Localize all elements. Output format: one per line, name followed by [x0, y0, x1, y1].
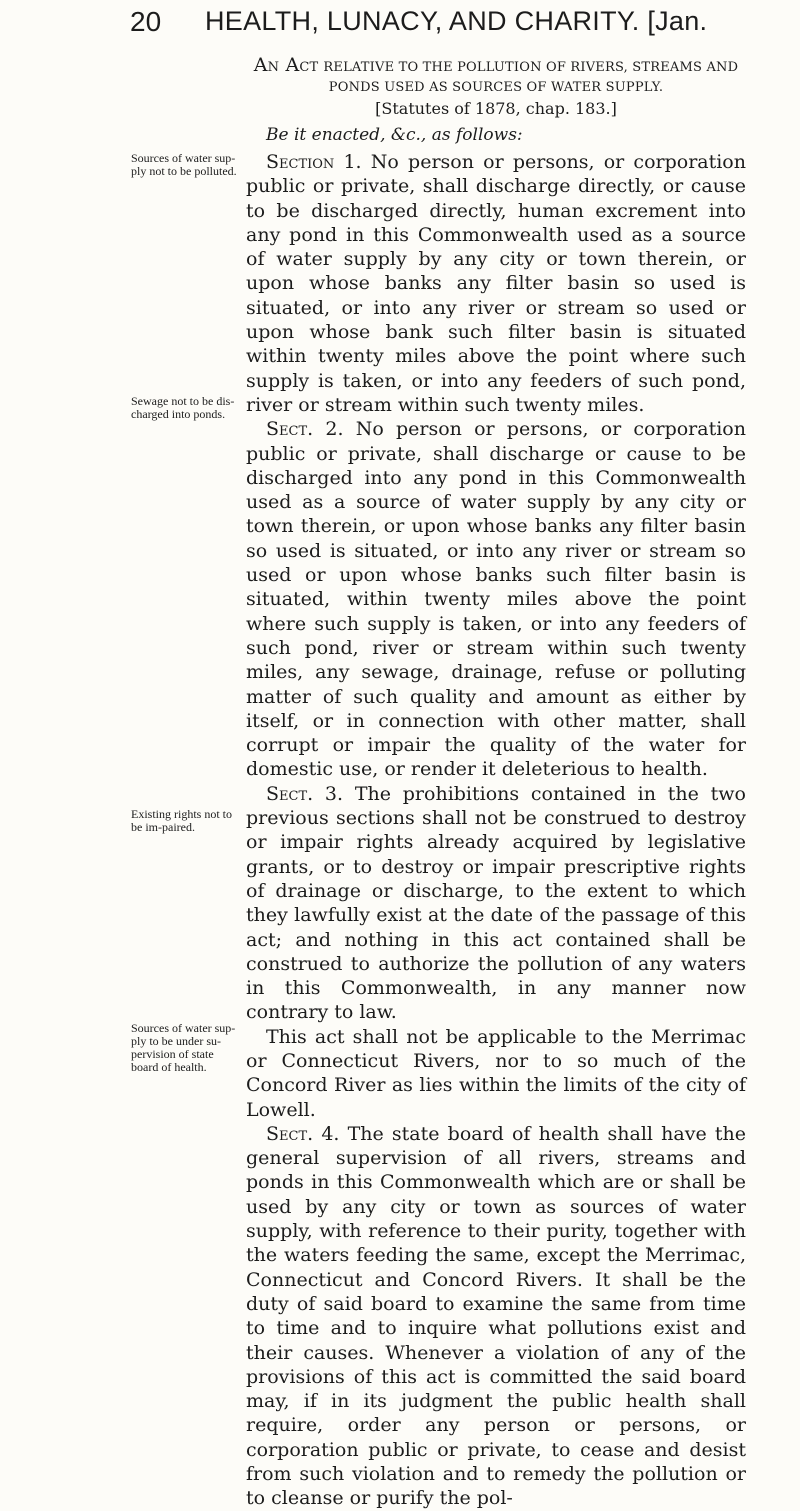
section-4-text: The state board of health shall have the general supervision of all rivers, streams and ponds in this Commonwealth which are or shall be used by any city or town as sources of water supply, with reference to their purity, together with the waters feeding the same, except the Merrimac, Connecticut and Concord Rivers. It shall be the duty of said board to examine the same from time to time and to inquire what pollutions exist and their causes. Whenever a violation of any of the provisions of this act is committed the said board may, if in its judgment the public health shall require, order any person or persons, or corporation public or private, to cease and desist from such violation and to remedy the pollution or to cleanse or purify the pol-: [246, 1122, 746, 1510]
section-4-heading: Sect. 4.: [266, 1122, 340, 1145]
section-4: [246, 1122, 746, 1511]
section-3-heading: Sect. 3.: [266, 782, 344, 805]
section-1: [246, 150, 746, 417]
margin-note-3: Existing rights not to be im-paired.: [131, 807, 233, 834]
section-1-text: No person or persons, or corporation public or private, shall discharge directly, or cause to be discharged directly, human excrement into any pond in this Commonwealth used as a source of water supply by any city or town therein, or upon whose banks any filter basin so used is situated, or into any river or stream so used or upon whose bank such filter basin is situated within twenty miles above the point where such supply is taken, or into any feeders of such pond, river or stream within such twenty miles.: [246, 151, 746, 416]
page-header: [0, 6, 800, 46]
margin-note-2: Sewage not to be dis-charged into ponds.: [131, 394, 235, 421]
act-title-lead: An Act: [253, 54, 319, 76]
section-1-heading: Section 1.: [266, 151, 362, 173]
act-body: [246, 150, 746, 1511]
section-3-text: The prohibitions contained in the two previous sections shall not be construed to destroy or impair rights already acquired by legislative grants, or to destroy or impair prescriptive rights of drainage or discharge, to the extent to which they lawfully exist at the date of the passage of this act; and nothing in this act contained shall be construed to authorize the pollution of any waters in this Commonwealth, in any manner now contrary to law.: [246, 782, 746, 1024]
enacting-clause: Be it enacted, &c., as follows:: [266, 125, 523, 145]
margin-note-1: Sources of water sup-ply not to be polluted.: [131, 151, 237, 178]
section-3-proviso: [246, 1025, 746, 1122]
section-2-text: No person or persons, or corporation public or private, shall discharge or cause to be discharged into any pond in this Commonwealth used as a source of water supply by any city or town therein, or upon whose banks any filter basin so used is situated, or into any river or stream so used or upon whose banks such filter basin is situated, within twenty miles above the point where such supply is taken, or into any feeders of such pond, river or stream within such twenty miles, any sewage, drainage, refuse or polluting matter of such quality and amount as either by itself, or in connection with other matter, shall corrupt or impair the quality of the water for domestic use, or render it deleterious to health.: [246, 418, 746, 781]
section-2-heading: Sect. 2.: [266, 418, 344, 441]
running-title: HEALTH, LUNACY, AND CHARITY. [Jan.: [205, 6, 708, 36]
act-title-rest: RELATIVE TO THE POLLUTION OF RIVERS, STREAMS AND PONDS USED AS SOURCES OF WATER SUPPLY.: [323, 60, 739, 95]
margin-note-4: Sources of water sup-ply to be under su-pervision of state board of health.: [131, 1021, 236, 1074]
section-3: [246, 782, 746, 1025]
page-number: 20: [130, 6, 162, 37]
section-2: [246, 417, 746, 781]
statute-citation: [Statutes of 1878, chap. 183.]: [375, 99, 617, 118]
section-3-proviso-text: This act shall not be applicable to the Merrimac or Connecticut Rivers, nor to so much of the Concord River as lies within the limits of the city of Lowell.: [246, 1025, 746, 1121]
act-title: [246, 56, 746, 97]
